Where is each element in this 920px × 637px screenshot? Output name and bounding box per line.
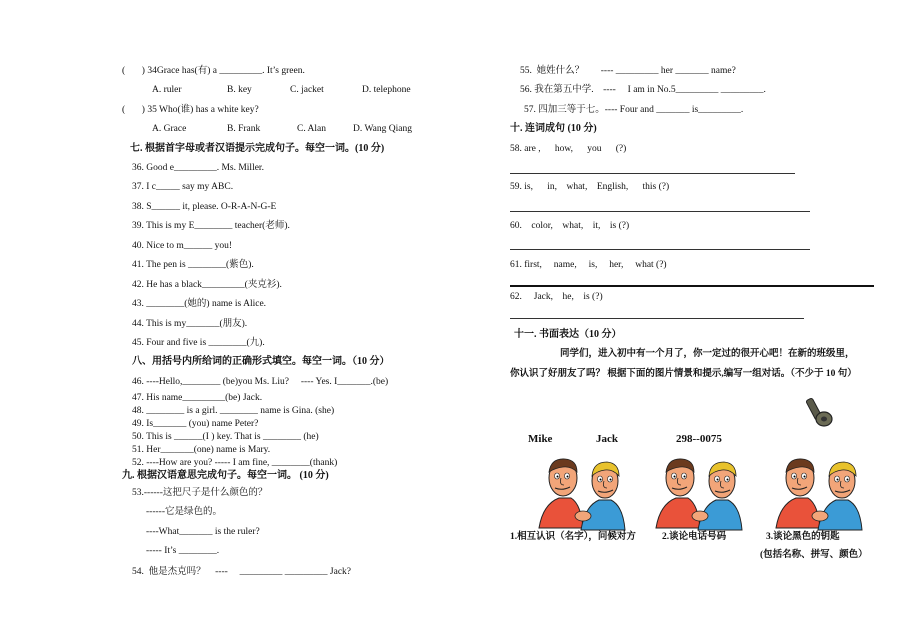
- writing-prompt-line-1: 同学们，进入初中有一个月了，你一定过的很开心吧！在新的班级里，: [560, 349, 855, 359]
- caption-3-note: (包括名称、拼写、颜色）: [760, 550, 868, 560]
- answer-line-61: [510, 285, 874, 287]
- caption-3: 3.谈论黑色的钥匙: [766, 532, 840, 542]
- phone-number: 298--0075: [676, 433, 722, 445]
- item-49: 49. Is_______ (you) name Peter?: [132, 419, 259, 429]
- item-36: 36. Good e_________. Ms. Miller.: [132, 163, 264, 173]
- item-60: 60. color, what, it, is (?): [510, 221, 630, 231]
- item-53-line4: ----- It’s ________.: [146, 546, 220, 556]
- writing-prompt-line-2: 你认识了好朋友了吗？ 根据下面的图片情景和提示,编写一组对话。（不少于 10 句）: [510, 369, 857, 379]
- item-45: 45. Four and five is ________(九).: [132, 338, 265, 348]
- q35-option-d: D. Wang Qiang: [353, 124, 412, 134]
- item-51: 51. Her_______(one) name is Mary.: [132, 445, 271, 455]
- item-46: 46. ----Hello,________ (be)you Ms. Liu? ---- Yes. I_______.(be): [132, 377, 389, 387]
- item-48: 48. ________ is a girl. ________ name is Gina. (she): [132, 406, 335, 416]
- section-10-heading: 十. 连词成句 (10 分): [510, 123, 597, 134]
- handshake-illustration-1: [537, 454, 629, 532]
- handshake-illustration-3: [774, 454, 866, 532]
- handshake-illustration-2: [654, 454, 746, 532]
- item-42: 42. He has a black_________(夹克衫).: [132, 280, 282, 290]
- item-56: 56. 我在第五中学. ---- I am in No.5_________ _________.: [520, 85, 766, 95]
- item-58: 58. are , how, you (?): [510, 144, 627, 154]
- answer-line-59: [510, 211, 810, 212]
- key-icon: [802, 396, 838, 432]
- item-59: 59. is, in, what, English, this (?): [510, 182, 670, 192]
- item-44: 44. This is my_______(朋友).: [132, 319, 248, 329]
- item-53-line3: ----What_______ is the ruler?: [146, 527, 260, 537]
- section-7-heading: 七. 根据首字母或者汉语提示完成句子。每空一词。(10 分): [130, 143, 385, 154]
- item-53: 53.------这把尺子是什么颜色的？: [132, 488, 268, 498]
- section-9-heading: 九. 根据汉语意思完成句子。每空一词。 (10 分): [122, 470, 329, 481]
- q35-option-c: C. Alan: [297, 124, 327, 134]
- answer-line-58: [510, 173, 795, 174]
- q34-option-b: B. key: [227, 85, 252, 95]
- section-8-heading: 八、用括号内所给词的正确形式填空。每空一词。（10 分）: [132, 356, 390, 367]
- item-57: 57. 四加三等于七。---- Four and _______ is_________.: [524, 105, 744, 115]
- item-50: 50. This is ______(I ) key. That is ________ (he): [132, 432, 319, 442]
- answer-line-60: [510, 249, 810, 250]
- item-55: 55. 她姓什么？ ---- _________ her _______ name?: [520, 66, 736, 76]
- item-37: 37. I c_____ say my ABC.: [132, 182, 234, 192]
- section-11-heading: 十一. 书面表达（10 分）: [514, 329, 622, 340]
- answer-line-62: [510, 318, 804, 319]
- q35-option-b: B. Frank: [227, 124, 261, 134]
- item-47: 47. His name_________(be) Jack.: [132, 393, 263, 403]
- item-38: 38. S______ it, please. O-R-A-N-G-E: [132, 202, 277, 212]
- caption-1: 1.相互认识（名字），问候对方: [510, 532, 636, 542]
- item-40: 40. Nice to m______ you!: [132, 241, 233, 251]
- item-52: 52. ----How are you? ----- I am fine, ________(thank): [132, 458, 338, 468]
- q34-option-c: C. jacket: [290, 85, 324, 95]
- item-61: 61. first, name, is, her, what (?): [510, 260, 667, 270]
- question-34: ( ) 34Grace has(有) a _________. It’s green.: [122, 66, 305, 76]
- item-39: 39. This is my E________ teacher(老师).: [132, 221, 290, 231]
- item-62: 62. Jack, he, is (?): [510, 292, 603, 302]
- q35-option-a: A. Grace: [152, 124, 187, 134]
- q34-option-d: D. telephone: [362, 85, 411, 95]
- question-35: ( ) 35 Who(谁) has a white key?: [122, 105, 259, 115]
- item-43: 43. ________(她的) name is Alice.: [132, 299, 267, 309]
- item-53-line2: ------它是绿色的。: [146, 507, 222, 517]
- q34-option-a: A. ruler: [152, 85, 182, 95]
- name-jack: Jack: [596, 433, 618, 445]
- caption-2: 2.谈论电话号码: [662, 532, 727, 542]
- name-mike: Mike: [528, 433, 553, 445]
- item-54: 54. 他是杰克吗？ ---- _________ _________ Jack?: [132, 567, 352, 577]
- item-41: 41. The pen is ________(紫色).: [132, 260, 254, 270]
